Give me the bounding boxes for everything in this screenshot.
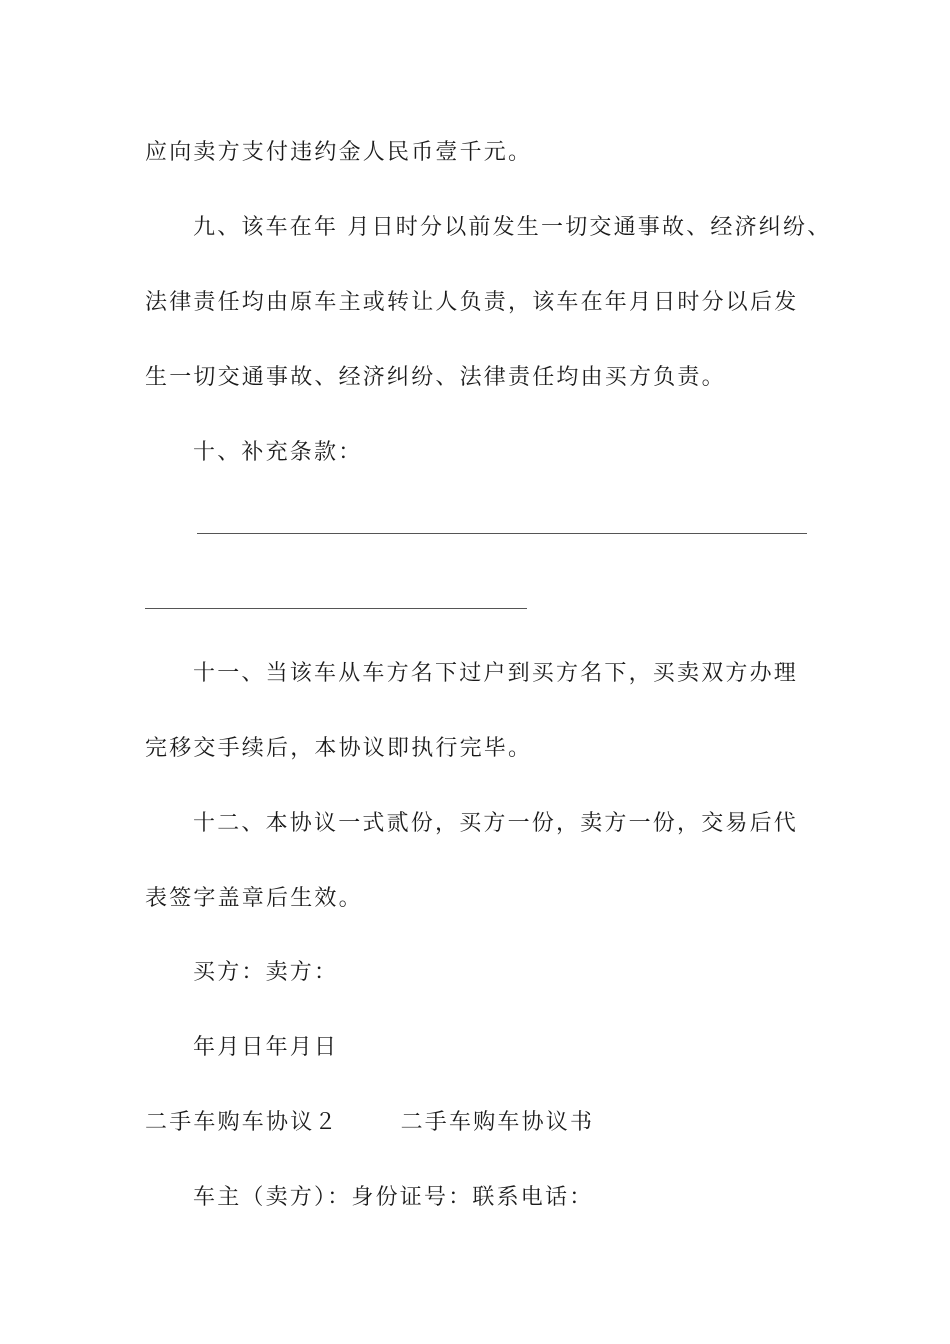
clause-9-line-2: 法律责任均由原车主或转让人负责，该车在年月日时分以后发	[145, 290, 799, 315]
seller-info-line: 车主（卖方）：身份证号：联系电话：	[193, 1185, 594, 1210]
agreement-2-title: 二手车购车协议书	[400, 1110, 595, 1135]
signature-dates: 年月日年月日	[193, 1035, 339, 1060]
agreement-2-label: 二手车购车协议２	[145, 1110, 339, 1135]
clause-11-line-1: 十一、当该车从车方名下过户到买方名下，买卖双方办理	[193, 661, 799, 686]
clause-10-heading: 十、补充条款：	[193, 440, 363, 465]
clause-12-line-1: 十二、本协议一式贰份，买方一份，卖方一份，交易后代	[193, 811, 799, 836]
signature-parties: 买方：卖方：	[193, 960, 339, 985]
blank-fill-line-1	[197, 533, 807, 534]
clause-9-line-3: 生一切交通事故、经济纠纷、法律责任均由买方负责。	[145, 365, 726, 390]
clause-12-line-2: 表签字盖章后生效。	[145, 886, 363, 911]
clause-11-line-2: 完移交手续后，本协议即执行完毕。	[145, 736, 533, 761]
clause-9-line-1: 九、该车在年 月日时分以前发生一切交通事故、经济纠纷、	[193, 215, 832, 240]
paragraph-8-end: 应向卖方支付违约金人民币壹千元。	[145, 140, 533, 165]
agreement-2-heading	[145, 1108, 594, 1138]
blank-fill-line-2	[145, 608, 527, 609]
